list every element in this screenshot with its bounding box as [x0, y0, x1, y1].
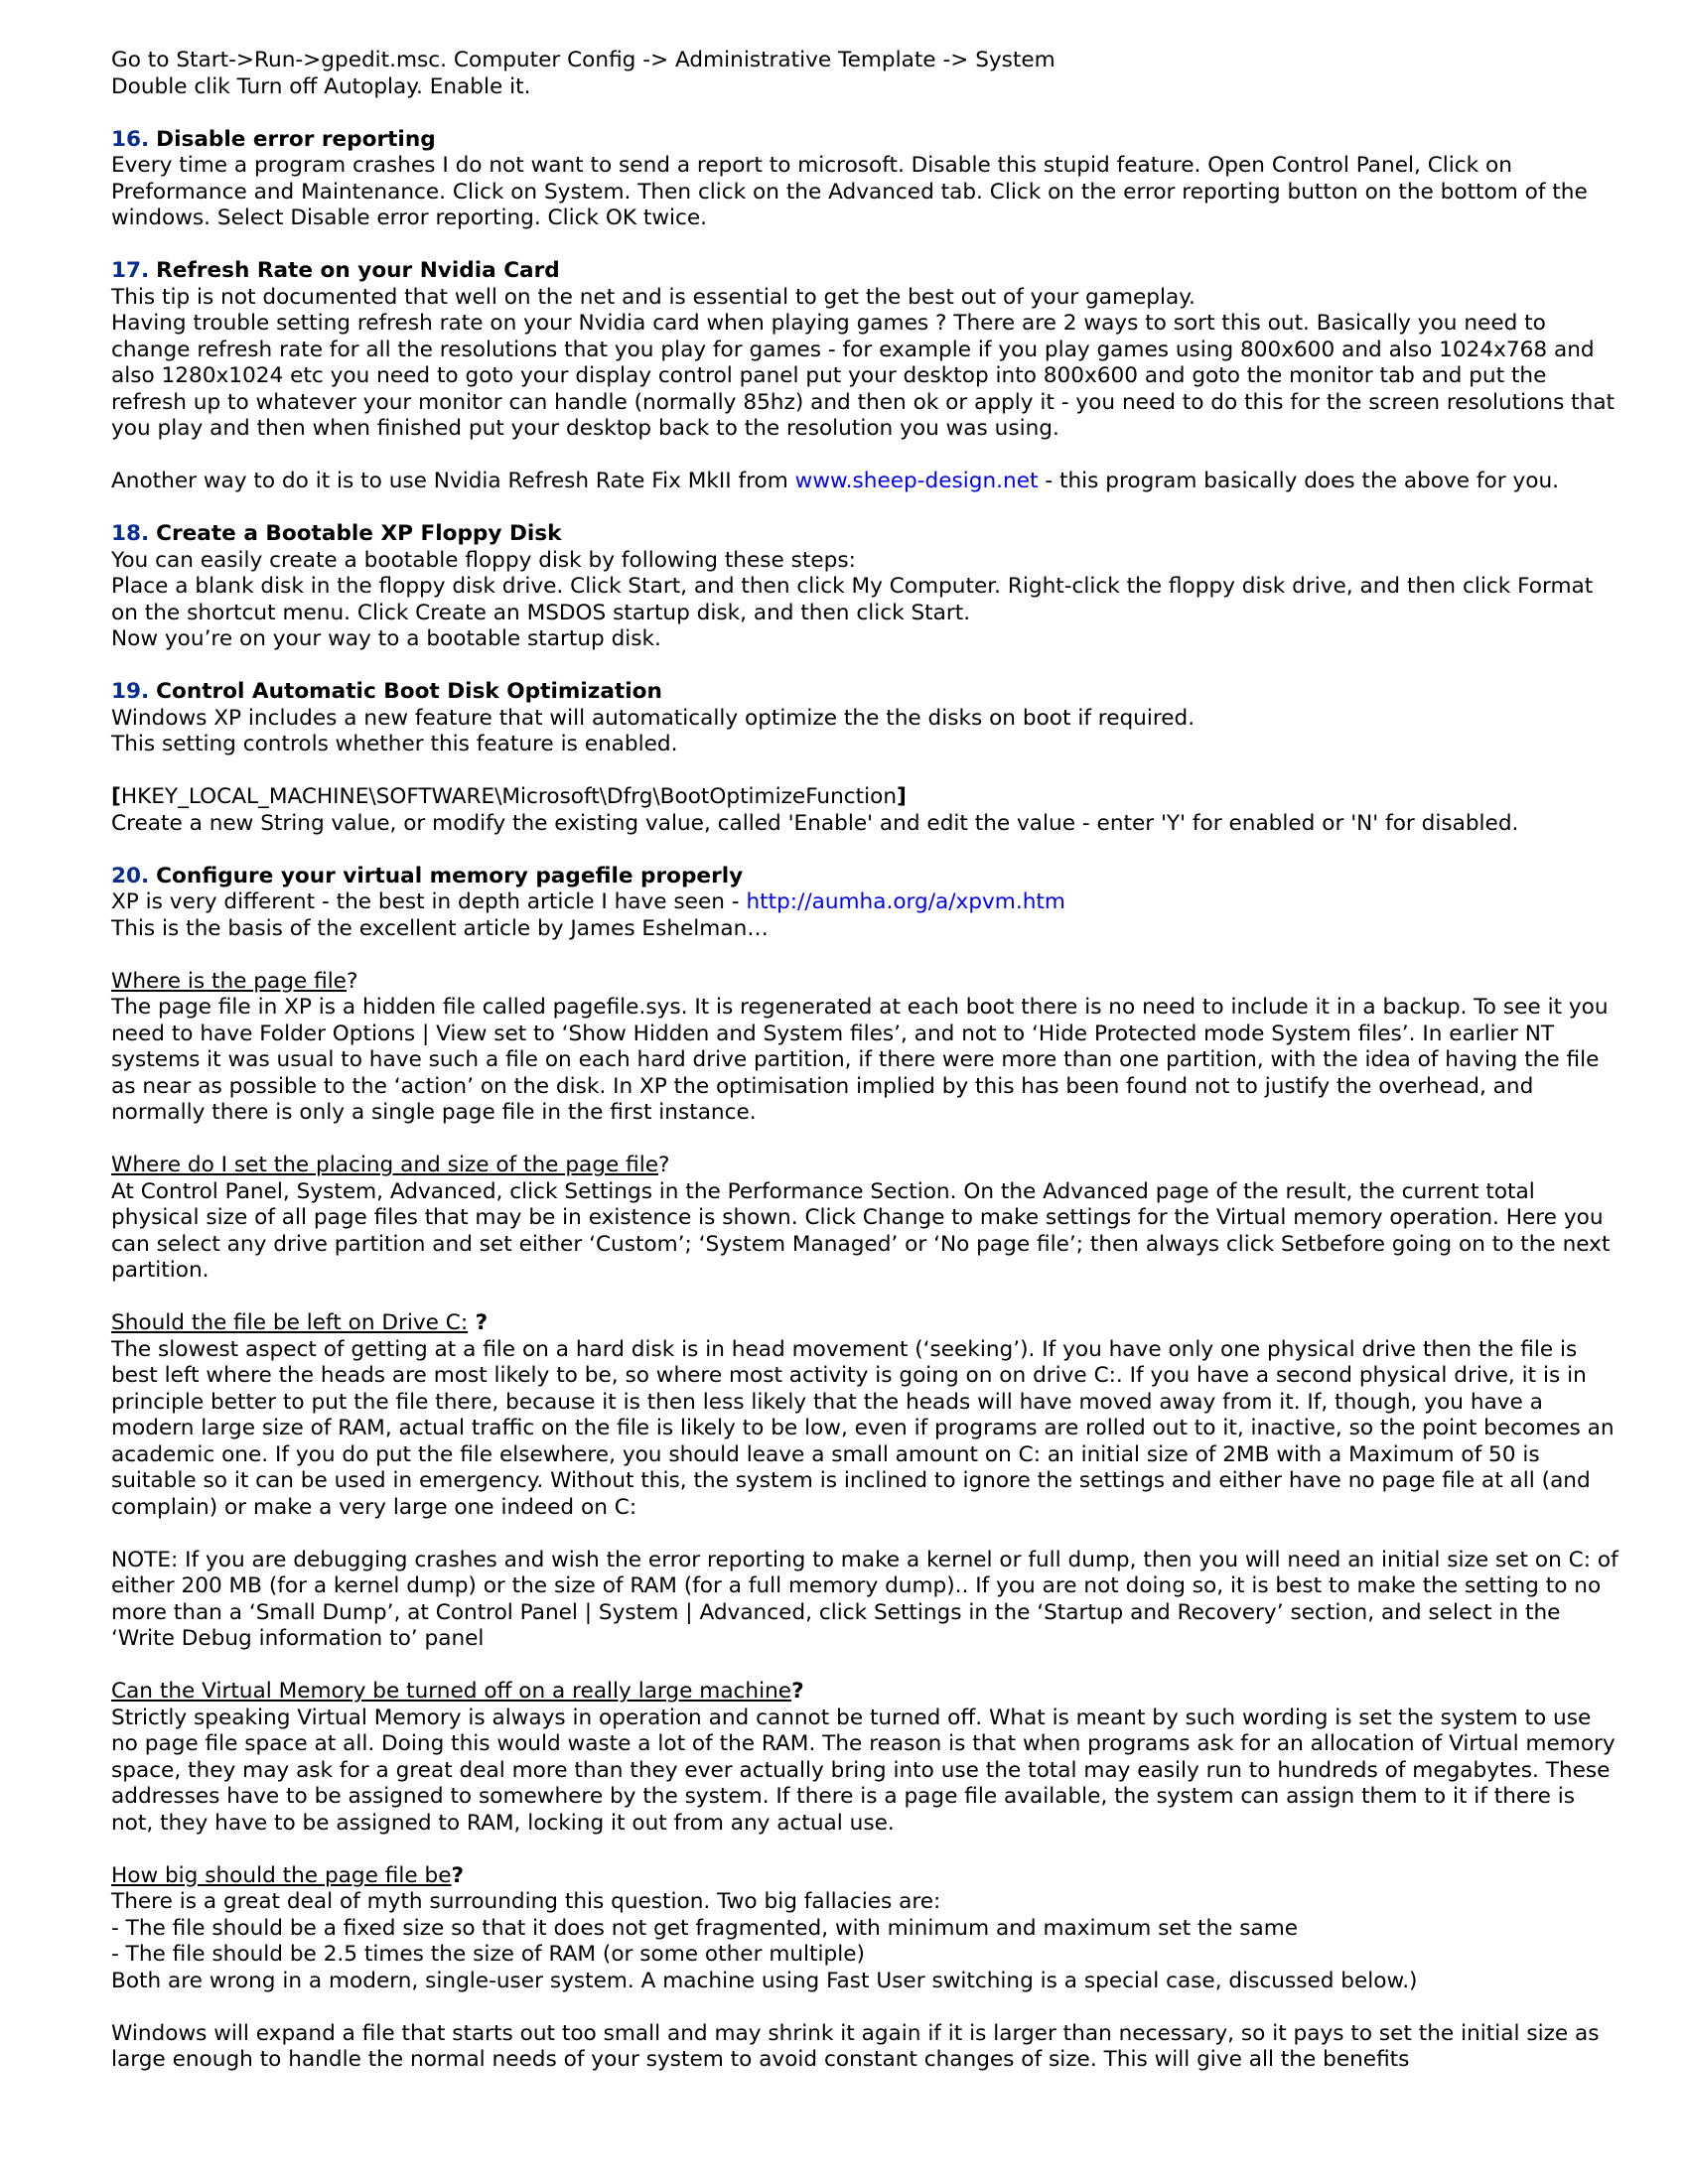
paragraph [111, 889, 1618, 916]
text-run: XP is very different - the best in depth article I have seen - [111, 889, 747, 914]
section-heading [111, 679, 1618, 706]
paragraph: Windows will expand a file that starts out too small and may shrink it again if it is larger than necessary, so it pays to set the initial size as large enough to handle the normal needs of your system to avoid constant changes of size. This will give all the benefits [111, 2020, 1600, 2072]
subheading-text: How big should the page file be [111, 1862, 452, 1888]
section-number: 17. [111, 258, 150, 283]
question-mark: ? [658, 1153, 670, 1177]
section-title: Control Automatic Boot Disk Optimization [156, 679, 662, 704]
list-line: - The file should be a fixed size so that it does not get fragmented, with minimum and maximum set the same [111, 1915, 1299, 1941]
paragraph: At Control Panel, System, Advanced, click Settings in the Performance Section. On the Advanced page of the result, the current total physical size of all page files that may be in existence is shown. Click Change to make settings for the Virtual memory operation. Here you can select any drive partition and set either ‘Custom’; ‘System Managed’ or ‘No page file’; then always click Setbefore going on to the next partition. [111, 1178, 1611, 1283]
aumha-link[interactable]: http://aumha.org/a/xpvm.htm [746, 889, 1065, 914]
sheep-design-link[interactable]: www.sheep-design.net [794, 469, 1039, 493]
section-number: 20. [111, 863, 150, 888]
bracket: ] [897, 784, 907, 809]
paragraph: The slowest aspect of getting at a file on a hard disk is in head movement (‘seeking’). If you have only one physical drive then the file is best left where the heads are most likely to be, so where most activity is going on on drive C:. If you have a second physical drive, it is in principle better to put the file there, because it is then less likely that the heads will have moved away from it. If, though, you have a modern large size of RAM, actual traffic on the file is likely to be low, even if programs are rolled out to it, inactive, so the point becomes an academic one. If you do put the file elsewhere, you should leave a small amount on C: an initial size of 2MB with a Maximum of 50 is suitable so it can be used in emergency. Without this, the system is inclined to ignore the settings and either have no page file at all (and complain) or make a very large one indeed on C: [111, 1336, 1615, 1520]
paragraph: Having trouble setting refresh rate on your Nvidia card when playing games ? There are 2 ways to sort this out. Basically you need to change refresh rate for all the resolutions that you play for games - for example if you play games using 800x600 and also 1024x768 and also 1280x1024 etc you need to goto your display control panel put your desktop into 800x600 and goto the monitor tab and put the refresh up to whatever your monitor can handle (normally 85hz) and then ok or apply it - you need to do this for the screen resolutions that you play and then when finished put your desktop back to the resolution you was using. [111, 311, 1616, 441]
paragraph: The page file in XP is a hidden file called pagefile.sys. It is regenerated at each boot there is no need to include it in a backup. To see it you need to have Folder Options | View set to ‘Show Hidden and System files’, and not to ‘Hide Protected mode System files’. In earlier NT systems it was usual to have such a file on each hard drive partition, if there were more than one partition, with the idea of having the file as near as possible to the ‘action’ on the disk. In XP the optimisation implied by this has been found not to justify the overhead, and normally there is only a single page file in the first instance. [111, 995, 1609, 1125]
question-mark: ? [468, 1310, 489, 1335]
text-run: - this program basically does the above for you. [1038, 469, 1560, 493]
section-title: Create a Bootable XP Floppy Disk [156, 521, 562, 546]
subheading-text: Can the Virtual Memory be turned off on a really large machine [111, 1679, 792, 1704]
question-mark: ? [451, 1862, 465, 1888]
section-heading [111, 127, 1618, 154]
subheading-text: Where is the page file [111, 968, 347, 994]
subheading-text: Should the file be left on Drive C: [111, 1310, 469, 1335]
paragraph: Windows XP includes a new feature that will automatically optimize the the disks on boot if required. [111, 705, 1196, 731]
registry-key [111, 784, 1618, 811]
registry-path: HKEY_LOCAL_MACHINE\SOFTWARE\Microsoft\Dfrg\BootOptimizeFunction [120, 784, 898, 809]
section-number: 18. [111, 521, 150, 546]
section-number: 16. [111, 126, 150, 152]
section-number: 19. [111, 679, 150, 704]
paragraph: Now you’re on your way to a bootable startup disk. [111, 626, 661, 651]
section-title: Configure your virtual memory pagefile properly [156, 863, 744, 888]
intro-line: Double clik Turn off Autoplay. Enable it. [111, 73, 531, 99]
paragraph [111, 469, 1618, 495]
paragraph: There is a great deal of myth surrounding this question. Two big fallacies are: [111, 1889, 941, 1914]
subheading-text: Where do I set the placing and size of the page file [111, 1153, 659, 1177]
question-mark: ? [791, 1679, 804, 1704]
section-title: Refresh Rate on your Nvidia Card [156, 258, 560, 283]
paragraph: Every time a program crashes I do not want to send a report to microsoft. Disable this stupid feature. Open Control Panel, Click on Preformance and Maintenance. Click on System. Then click on the Advanced tab. Click on the error reporting button on the bottom of the windows. Select Disable error reporting. Click OK twice. [111, 153, 1588, 230]
section-title: Disable error reporting [156, 126, 436, 152]
section-heading [111, 258, 1618, 285]
paragraph: This is the basis of the excellent article by James Eshelman… [111, 915, 769, 941]
subheading [111, 1153, 1618, 1179]
question-mark: ? [346, 968, 358, 994]
paragraph: Create a new String value, or modify the existing value, called 'Enable' and edit the value - enter 'Y' for enabled or 'N' for disabled. [111, 810, 1519, 836]
section-heading [111, 864, 1618, 890]
subheading [111, 1310, 1618, 1337]
note-paragraph: NOTE: If you are debugging crashes and wish the error reporting to make a kernel or full dump, then you will need an initial size set on C: of either 200 MB (for a kernel dump) or the size of RAM (for a full memory dump).. If you are not doing so, it is best to make the setting to no more than a ‘Small Dump’, at Control Panel | System | Advanced, click Settings in the ‘Startup and Recovery’ section, and select in the ‘Write Debug information to’ panel [111, 1547, 1618, 1651]
section-heading [111, 521, 1618, 548]
paragraph: Strictly speaking Virtual Memory is always in operation and cannot be turned off. What is meant by such wording is set the system to use no page file space at all. Doing this would waste a lot of the RAM. The reason is that when programs ask for an allocation of Virtual memory space, they may ask for a great deal more than they ever actually bring into use the total may easily run to hundreds of megabytes. These addresses have to be assigned to somewhere by the system. If there is a page file available, the system can assign them to it if there is not, they have to be assigned to RAM, locking it out from any actual use. [111, 1705, 1616, 1836]
text-run: Another way to do it is to use Nvidia Refresh Rate Fix MkII from [111, 469, 795, 493]
subheading [111, 969, 1618, 996]
paragraph: This setting controls whether this feature is enabled. [111, 732, 678, 756]
paragraph: Place a blank disk in the floppy disk drive. Click Start, and then click My Computer. Right-click the floppy disk drive, and then click Format on the shortcut menu. Click Create an MSDOS startup disk, and then click Start. [111, 574, 1594, 625]
paragraph: This tip is not documented that well on the net and is essential to get the best out of your gameplay. [111, 284, 1196, 310]
paragraph: Both are wrong in a modern, single-user system. A machine using Fast User switching is a special case, discussed below.) [111, 1968, 1418, 1993]
subheading [111, 1863, 1618, 1890]
paragraph: You can easily create a bootable floppy disk by following these steps: [111, 547, 856, 573]
subheading [111, 1679, 1618, 1706]
list-line: - The file should be 2.5 times the size of RAM (or some other multiple) [111, 1942, 865, 1967]
bracket: [ [111, 784, 121, 809]
intro-line: Go to Start->Run->gpedit.msc. Computer Config -> Administrative Template -> System [111, 48, 1055, 72]
